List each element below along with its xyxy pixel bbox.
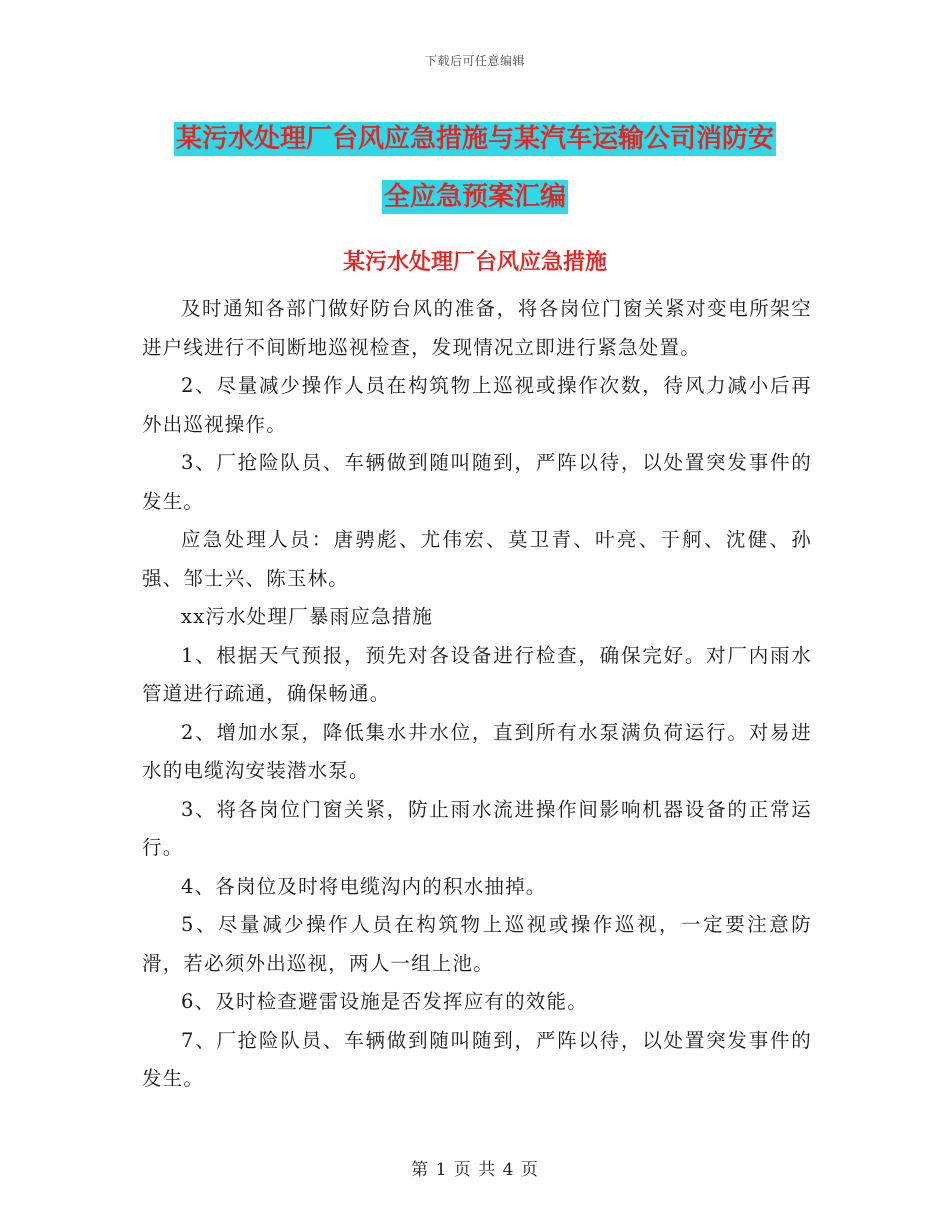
- paragraph: 2、尽量减少操作人员在构筑物上巡视或操作次数，待风力减小后再外出巡视操作。: [142, 374, 812, 436]
- paragraph: 3、将各岗位门窗关紧，防止雨水流进操作间影响机器设备的正常运行。: [142, 797, 812, 859]
- paragraph: 及时通知各部门做好防台风的准备，将各岗位门窗关紧对变电所架空进户线进行不间断地巡视检查，发现情况立即进行紧急处置。: [142, 297, 812, 359]
- paragraph: 3、厂抢险队员、车辆做到随叫随到，严阵以待，以处置突发事件的发生。: [142, 451, 812, 513]
- paragraph: 应急处理人员：唐骋彪、尤伟宏、莫卫青、叶亮、于舸、沈健、孙强、邹士兴、陈玉林。: [142, 528, 812, 590]
- page-number: 第 1 页 共 4 页: [411, 1160, 539, 1180]
- document-body: [142, 290, 812, 1099]
- paragraph: 1、根据天气预报，预先对各设备进行检查，确保完好。对厂内雨水管道进行疏通，确保畅通。: [142, 643, 812, 705]
- paragraph: 7、厂抢险队员、车辆做到随叫随到，严阵以待，以处置突发事件的发生。: [142, 1028, 812, 1090]
- paragraph: 6、及时检查避雷设施是否发挥应有的效能。: [181, 990, 588, 1013]
- subsection-heading: xx污水处理厂暴雨应急措施: [181, 605, 434, 628]
- section-heading: 某污水处理厂台风应急措施: [342, 249, 607, 275]
- paragraph: 2、增加水泵，降低集水井水位，直到所有水泵满负荷运行。对易进水的电缆沟安装潜水泵。: [142, 720, 812, 782]
- document-title-line-1: 某污水处理厂台风应急措施与某汽车运输公司消防安: [175, 124, 774, 154]
- paragraph: 4、各岗位及时将电缆沟内的积水抽掉。: [181, 874, 547, 898]
- paragraph: 5、尽量减少操作人员在构筑物上巡视或操作巡视，一定要注意防滑，若必须外出巡视，两人一组上池。: [142, 913, 812, 975]
- page-header-note: 下载后可任意编辑: [424, 54, 525, 68]
- document-title-line-2: 全应急预案汇编: [383, 182, 566, 212]
- document-title: [140, 110, 810, 226]
